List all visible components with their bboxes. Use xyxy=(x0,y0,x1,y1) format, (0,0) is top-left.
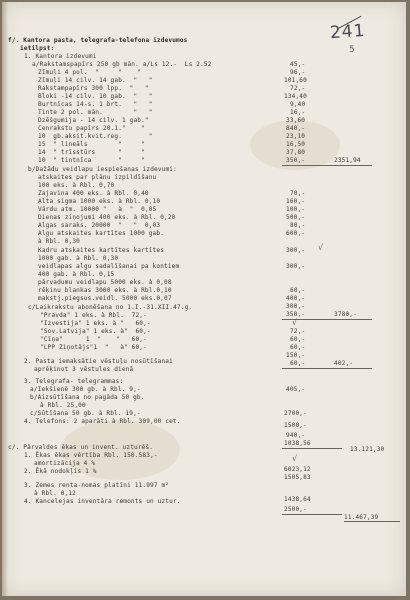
ledger-line: aprēķinot 3 vēstules dienā xyxy=(34,366,134,373)
ledger-line: 3. Telegrafa- telegrammas: xyxy=(24,378,124,385)
amount-value: 6023,12 xyxy=(284,466,311,473)
amount-value: 2700,- xyxy=(284,410,307,417)
ledger-line: Dienas ziņojumi 400 eks. à Rbl. 0,20 xyxy=(38,214,176,221)
ledger-line: Burtnīcas 14-s. 1 brt. " " xyxy=(38,101,153,108)
subtotal-rule xyxy=(282,165,372,166)
amount-value: 350,- xyxy=(286,157,306,164)
ledger-line: "LPP Ziņotājs"1 " à" 60,- xyxy=(40,344,147,351)
ledger-line: 2. Pasta iemaksātie vēstuļu nosūtīšanai xyxy=(24,358,173,365)
amount-value: 1500,- xyxy=(284,422,307,429)
ledger-line: Alta sigma 1000 eks. à Rbl. 0,10 xyxy=(38,198,161,205)
ledger-line: a/Rakstamspapīrs 250 gb mān. a/Ls 12.- Ls 2.52 xyxy=(32,61,212,68)
amount-value: 23,10 xyxy=(286,133,306,140)
amount-value: 1438,64 xyxy=(284,496,311,503)
page-edge-shadow xyxy=(2,2,8,596)
ledger-line: 15 " lineāls " " xyxy=(38,141,145,148)
subtotal-rule xyxy=(282,448,342,449)
page-number: 241 xyxy=(329,20,367,44)
amount-value: 150,- xyxy=(286,352,306,359)
amount-value: 402,- xyxy=(334,360,354,367)
ledger-line: veidlapas algu sadalīšanai pa kontiem xyxy=(38,263,180,270)
ledger-line: Zīmuļi 4 pol. " " " xyxy=(38,69,142,76)
amount-value: 96,- xyxy=(290,69,306,76)
amount-value: 11.467,39 xyxy=(344,514,379,521)
amount-value: 100,- xyxy=(286,206,306,213)
amount-value: 2351,94 xyxy=(334,157,361,164)
ledger-line: à Rbl. 0,12 xyxy=(34,490,77,497)
amount-value: 37,80 xyxy=(286,149,306,156)
amount-value: 3780,- xyxy=(334,311,357,318)
ledger-line: amortizācija 4 % xyxy=(34,460,96,467)
amount-value: 400,- xyxy=(286,295,306,302)
amount-value: 1505,83 xyxy=(284,474,311,481)
ledger-line: 400 gab. à Rbl. 0,15 xyxy=(38,271,115,278)
amount-value: 16,50 xyxy=(286,141,306,148)
ledger-line: 2. Ēkā nodokļis 1 % xyxy=(24,468,97,475)
amount-value: 33,60 xyxy=(286,117,306,124)
ledger-line: Algu atskaites kartītes 1000 gab. xyxy=(38,230,165,237)
amount-value: 160,- xyxy=(286,198,306,205)
amount-value: 600,- xyxy=(286,230,306,237)
amount-value: 80,- xyxy=(290,222,306,229)
amount-value: 70,- xyxy=(290,190,306,197)
subtotal-rule xyxy=(282,514,342,515)
amount-value: 13.121,30 xyxy=(350,446,385,453)
ledger-line: c/Laikrakstu abonēšana no 1.I.-31.XII.47.g. xyxy=(28,304,193,311)
amount-value: 45,- xyxy=(290,61,306,68)
amount-value: 940,- xyxy=(286,432,306,439)
ledger-line: "Cīņa" 1 " " 60,- xyxy=(40,336,147,343)
amount-value: 60,- xyxy=(290,360,306,367)
amount-value: 840,- xyxy=(286,125,306,132)
ledger-line: Cenrakstu papīrs 20.1." " xyxy=(38,125,145,132)
ledger-line: a/Iekšienē 300 gb. à Rbl. 9,- xyxy=(30,386,141,393)
ledger-line: b/Dažādu veidlapu iespiešanas izdevumi: xyxy=(28,166,177,173)
ledger-line: Rakstampapīrs 300 lpp. " " xyxy=(38,85,149,92)
ledger-line: 10 gb.aksit.kvit.reg. " xyxy=(38,133,153,140)
amount-value: 405,- xyxy=(286,386,306,393)
amount-value: 72,- xyxy=(290,328,306,335)
amount-value: 300,- xyxy=(286,303,306,310)
ledger-line: b/Aizsūtīšana no pagāda 50 gb. xyxy=(30,394,145,401)
ledger-line: 3. Zemes renta-nomas platīni 11.997 m² xyxy=(24,482,170,489)
ledger-line: 14 " trīsstūrs " " xyxy=(38,149,145,156)
ledger-line: 1. Kantora izdevumi xyxy=(24,53,97,60)
subtotal-rule xyxy=(282,319,372,320)
ledger-line: rēķinu blankas 3000 eks. à Rbl.0,10 xyxy=(38,287,172,294)
amount-value: 9,40 xyxy=(290,101,306,108)
ledger-line: makstj.piegsus.veidl. 5000 eks.0,07 xyxy=(38,295,172,302)
ledger-line: "Pravda" 1 eks. à Rbl. 72,- xyxy=(40,312,147,319)
amount-value: 134,40 xyxy=(284,93,307,100)
ledger-line: Zīmuļi 14 cilv. 14 gab. " " xyxy=(38,77,153,84)
ledger-line: Zajavina 400 eks. à Rbl. 0,40 xyxy=(38,190,149,197)
ledger-line: 10 " tintnīca " " xyxy=(38,157,145,164)
amount-value: 16,- xyxy=(290,109,306,116)
amount-value: 101,60 xyxy=(284,77,307,84)
amount-value: 2500,- xyxy=(284,506,307,513)
ledger-line: Dzēšgumija - 14 cilv. 1 gab." xyxy=(38,117,149,124)
ledger-line: atskaites par plānu izpildīšanu xyxy=(38,174,157,181)
ledger-line: Tinte 2 pol. mān. " " xyxy=(38,109,153,116)
ledger-line: "Sov.Latvija" 1 eks. à" 60,- xyxy=(40,328,151,335)
amount-value: 72,- xyxy=(290,85,306,92)
amount-value: 350,- xyxy=(286,311,306,318)
ledger-line: Kadru atskaites kartītes kartītes xyxy=(38,247,165,254)
ledger-line: Vārdu atm. 10000 " à " 0,05 xyxy=(38,206,157,213)
amount-value: 60,- xyxy=(290,336,306,343)
ledger-line: f/. Kantora pasta, telegrafa-telefona izdevumos xyxy=(8,37,188,44)
amount-value: 60,- xyxy=(290,287,306,294)
ledger-line: 1. Ēkas ēkas vērtība Rbl. 150.583,- xyxy=(24,452,158,459)
ledger-line: Bloki -14 cilv. 10 gab. " " xyxy=(38,93,153,100)
ledger-line: c/. Pārvaldes ēkas un invent. uzturēš. xyxy=(8,444,154,451)
ledger-line: 4. Kancelejas inventāra remonts un uztur. xyxy=(24,498,181,505)
ledger-line: "Izvestija" 1 eks. à " 60,- xyxy=(40,320,151,327)
page-number-sub: 5 xyxy=(349,45,355,55)
amount-value: 300,- xyxy=(286,247,306,254)
subtotal-rule xyxy=(282,368,372,369)
ledger-line: 4. Telefons: 2 aparāti à Rbl. 309,00 cet. xyxy=(24,418,181,425)
ledger-line: pārvadumu veidlapu 5000 eks. à 0,08 xyxy=(38,279,172,286)
ledger-line: c/Sūtīšana 50 gb. à Rbl. 19,- xyxy=(30,410,141,417)
check-mark-icon: √ xyxy=(292,454,298,463)
amount-value: 500,- xyxy=(286,214,306,221)
check-mark-icon: √ xyxy=(318,243,324,252)
ledger-line: 1000 gab. à Rbl. 0,30 xyxy=(38,255,119,262)
amount-value: 60,- xyxy=(290,344,306,351)
ledger-line: à Rbl. 0,30 xyxy=(38,238,81,245)
amount-value: 300,- xyxy=(286,263,306,270)
amount-value: 1038,56 xyxy=(284,440,311,447)
ledger-line: à Rbl. 25,00 xyxy=(40,402,86,409)
ledger-line: 100 eks. à Rbl. 0,70 xyxy=(38,182,115,189)
ledger-line: Algas saraks. 20000 " " 0,03 xyxy=(38,222,161,229)
check-mark-icon: √ xyxy=(292,318,298,327)
ledger-line: ietilpst: xyxy=(20,45,55,52)
total-rule xyxy=(344,521,400,522)
